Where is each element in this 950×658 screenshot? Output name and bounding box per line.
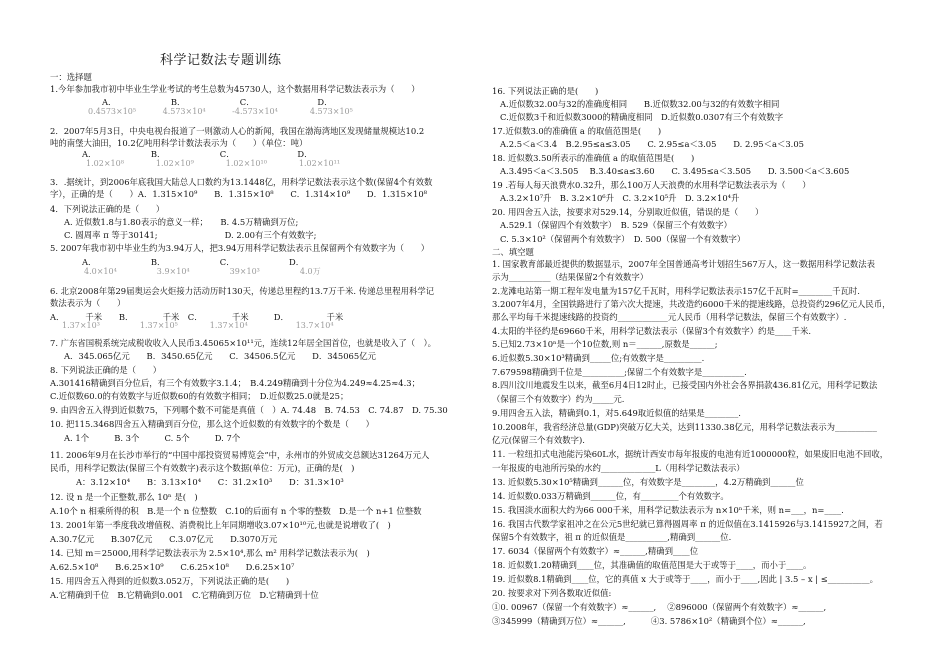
text-line: 5. 2007年我市初中毕业生约为3.94万人，把3.94万用科学记数法表示且保留两个有效数字为（ ） xyxy=(50,243,430,253)
text-line: A.62.5×10⁸ B.6.25×10⁹ C.6.25×10⁸ D.6.25×10⁷ xyxy=(50,562,295,572)
text-line: A． 千米 B． 千米 C． 千米 D． 千米 xyxy=(50,312,344,322)
text-line: 12. 设 n 是一个正整数,那么 10ⁿ 是( ) xyxy=(50,492,198,502)
text-line: C. 5.3×10²（保留两个有效数字） D. 500（保留一个有效数字） xyxy=(500,234,746,244)
text-line: （保留三个有效数字）约为_____元. xyxy=(492,394,625,404)
text-line: A.30.7亿元 B.307亿元 C.3.07亿元 D.3070万元 xyxy=(50,534,278,544)
text-line: A.2.5＜a＜3.4 B.2.95≤a≤3.05 C. 2.95≤a＜3.05 D. 2.95＜a＜3.05 xyxy=(500,139,804,149)
text-line: A.近似数32.00与32的准确度相同 B.近似数32.00与32的有效数字相同 xyxy=(500,99,780,109)
text-line: A.3.495＜a＜3.505 B.3.40≤a≤3.60 C. 3.495≤a＜3.505 D. 3.500＜a＜3.605 xyxy=(500,166,850,176)
text-line: A.529.1（保留四个有效数字） B. 529（保留三个有效数字） xyxy=(500,220,732,230)
formula-options-line: 1.37×10³ 1.37×10⁵ 1.37×10⁴ 13.7×10⁴ xyxy=(62,321,334,330)
text-line: 15. 我国淡水面积大约为66 000千米，用科学记数法表示为 n×10ⁿ千米，则 n=___，n=____. xyxy=(492,505,844,515)
text-line: 6. 北京2008年第29届奥运会火炬接力活动历时130天，传递总里程约13.7万千米. 传递总里程用科学记 xyxy=(50,286,435,296)
text-line: A．345.065亿元 B．3450.65亿元 C．34506.5亿元 D．345065亿元 xyxy=(64,351,376,361)
text-line: 13. 2001年第一季度我改增值税、消费税比上年同期增收3.07×10¹⁰元,也就是说增收了( ) xyxy=(50,520,391,530)
text-line: 18. 近似数1.20精确到____位，其准确值的取值范围是大于或等于____，而小于____。 xyxy=(492,560,812,570)
text-line: 19 .若每人每天浪费水0.32升，那么100万人天浪费的水用科学记数法表示为（ ） xyxy=(492,180,811,190)
text-line: 那么平均每千米提速线路的投资约____________元人民币（用科学记数法，保留三个有效数字）. xyxy=(492,312,847,322)
text-line: C.近似数3千和近似数3000的精确度相同 D.近似数0.0307有三个有效数字 xyxy=(500,112,784,122)
text-line: A. 近似数1.8与1.80表示的意义一样； B. 4.5万精确到万位; xyxy=(64,217,299,227)
text-line: 5.已知2.73×10ⁿ是一个10位数,则 n＝______,原数是______; xyxy=(492,339,718,349)
text-line: 吨的南堡大油田，10.2亿吨用科学计数法表示为（ ）（单位：吨） xyxy=(50,138,308,148)
text-line: 15. 用四舍五入得到的近似数3.052万，下列说法正确的是( ) xyxy=(50,576,290,586)
text-line: 10. 把115.3468四舍五入精确到百分位，那么这个近似数的有效数字的个数是（ ） xyxy=(50,419,374,429)
text-line: 14. 已知 m＝25000,用科学记数法表示为 2.5×10⁴,那么 m² 用科学记数法表示为( ) xyxy=(50,548,370,558)
text-line: A.301416精确到百分位后，有三个有效数字3.1.4； B.4.249精确到十分位为4.249≈4.25≈4.3； xyxy=(50,378,420,388)
text-line: 10.2008年，我省经济总量(GDP)突破万亿大关，达到11330.38亿元，用科学记数法表示为__________ xyxy=(492,422,877,432)
formula-options-line: 0.4573×10⁵ 4.573×10⁴ -4.573×10⁴ 4.573×10⁵ xyxy=(88,107,353,116)
text-line: A：3.12×10⁴ B：3.13×10⁴ C：31.2×10³ D：31.3×10³ xyxy=(76,477,344,487)
text-line: 8.四川汶川地震发生以来，截至6月4日12时止，已接受国内外社会各界捐款436.81亿元，用科学记数法 xyxy=(492,380,878,390)
text-line: C.近似数60.0的有效数字与近似数60的有效数字相同； D.近似数25.0就是25； xyxy=(50,391,349,401)
text-line: A. 1个 B. 3个 C. 5个 D. 7个 xyxy=(64,433,241,443)
text-line: 14. 近似数0.033万精确到______位，有_________个有效数字。 xyxy=(492,491,729,501)
text-line: 20. 按要求对下列各数取近似值: xyxy=(492,588,612,598)
text-line: C. 圆周率 π 等于30141; D. 2.00有三个有效数字; xyxy=(64,230,317,240)
text-line: 17. 6034（保留两个有效数字）≈______,精确到____位 xyxy=(492,546,699,556)
text-line: 1. 国家教育部最近提供的数据显示，2007年全国普通高考计划招生567万人，这一数据用科学记数法表 xyxy=(492,259,875,269)
text-line: 1.今年参加我市初中毕业生学业考试的考生总数为45730人，这个数据用科学记数法表示为（ ） xyxy=(50,84,420,94)
text-line: 数法表示为（ ） xyxy=(50,298,126,308)
text-line: 18. 近似数3.50所表示的准确值 a 的取值范围是( ) xyxy=(492,153,695,163)
text-line: 字），正确的是（ ）A．1.315×10⁹ B．1.315×10⁸ C．1.314×10⁹ D．1.315×10⁸ xyxy=(50,189,428,199)
text-line: 3．.据统计，到2006年底我国大陆总人口数约为13.1448亿，用科学记数法表示这个数(保留4个有效数 xyxy=(50,177,433,187)
text-line: 7.679598精确到千位是__________;保留二个有效数字是__________. xyxy=(492,367,747,377)
formula-options-line: 1.02×10⁸ 1.02×10⁹ 1.02×10¹⁰ 1.02×10¹¹ xyxy=(86,159,341,168)
text-line: 3.2007年4月，全国铁路进行了第六次大提速，共改造约6000千米的提速线路，总投资约296亿元人民币， xyxy=(492,299,891,309)
text-line: 民币，用科学记数法(保留三个有效数字)表示这个数据(单位：万元)，正确的是( ) xyxy=(50,463,355,473)
text-line: 4.太阳的半径约是69660千米，用科学记数法表示（保留3个有效数字）约是____千米. xyxy=(492,326,811,336)
text-line: 9. 由四舍五入得到近似数75，下列哪个数不可能是真值（ ）A. 74.48 B. 74.53 C. 74.87 D. 75.30 xyxy=(50,405,448,415)
page-title: 科学记数法专题训练 xyxy=(160,53,282,68)
text-line: 16. 我国古代数学家祖冲之在公元5世纪就已算得圆周率 π 的近似值在3.1415926与3.1415927之间，若 xyxy=(492,519,883,529)
text-line: 二、填空题 xyxy=(492,247,534,257)
text-line: 一年报废的电池所污染的水约_____________L（用科学记数法表示） xyxy=(492,463,745,473)
text-line: 16. 下列说法正确的是( ) xyxy=(492,86,599,96)
text-line: 2．2007年5月3日，中央电视台报道了一则激动人心的新闻，我国在渤海湾地区发现储量规模达10.2 xyxy=(50,126,425,136)
text-line: 4．下列说法正确的是（ ） xyxy=(50,204,165,214)
text-line: A.它精确到千位 B.它精确到0.001 C.它精确到万位 D.它精确到十位 xyxy=(50,590,319,600)
formula-options-line: 4.0×10⁴ 3.9×10⁴ 39×10³ 4.0万 xyxy=(84,267,321,276)
text-line: A.3.2×10⁷升 B. 3.2×10⁶升 C. 3.2×10⁵升 D. 3.2×10⁴升 xyxy=(500,193,740,203)
text-line: 保留5个有效数字，祖 π 的近似值是__________,精确到______位. xyxy=(492,532,732,542)
text-line: 20. 用四舍五入法，按要求对529.14，分别取近似值，错误的是（ ） xyxy=(492,207,764,217)
text-line: 亿元(保留三个有效数字). xyxy=(492,435,585,445)
text-line: 9.用四舍五入法，精确到0.1，对5.649取近似值的结果是________. xyxy=(492,408,741,418)
text-line: 11. 2006年9月在长沙市举行的“中国中部投资贸易博览会”中，永州市的外贸成交总额达31264万元人 xyxy=(50,450,430,460)
text-line: 8. 下列说法正确的是（ ） xyxy=(50,365,162,375)
text-line: A． B． C． D． xyxy=(102,97,333,107)
text-line: ①0. 00967（保留一个有效数字）≈______, ②896000（保留两个有效数字）≈______, xyxy=(492,602,827,612)
text-line: 11. 一粒纽扣式电池能污染60L水，据统计西安市每年报废的电池有近1000000粒，如果废旧电池不回收， xyxy=(492,449,889,459)
text-line: 一：选择题 xyxy=(50,72,92,82)
text-line: 6.近似数5.30×10³精确到_____位;有效数字是_________. xyxy=(492,353,705,363)
text-line: 13. 近似数5.30×10⁵精确到______位，有效数字是________，4.2万精确到______位 xyxy=(492,477,804,487)
text-line: 7. 广东省国税系统完成税收收入人民币3.45065×10¹¹元，连续12年居全国首位，也就是收入了（ ）。 xyxy=(50,338,437,348)
text-line: A． B． C． D． xyxy=(82,149,313,159)
text-line: 17.近似数3.0的准确值 a 的取值范围是( ) xyxy=(492,126,662,136)
text-line: A.10个 n 相乘所得的积 B.是一个 n 位整数 C.10的后面有 n 个零的整数 D.是一个 n+1 位整数 xyxy=(50,506,422,516)
text-line: ③345999（精确到万位）≈______, ④3. 5786×10²（精确到个位）≈______, xyxy=(492,616,806,626)
text-line: 示为__________（结果保留2个有效数字） xyxy=(492,272,649,282)
text-line: A． B． C． D． xyxy=(82,257,305,267)
text-line: 2.龙滩电站第一期工程年发电量为157亿千瓦时，用科学记数法表示157亿千瓦时=________千瓦时. xyxy=(492,286,860,296)
text-line: 19. 近似数8.1精确到____位，它的真值 x 大于或等于____，而小于____,因此 | 3.5 – x | ≤__________。 xyxy=(492,574,878,584)
